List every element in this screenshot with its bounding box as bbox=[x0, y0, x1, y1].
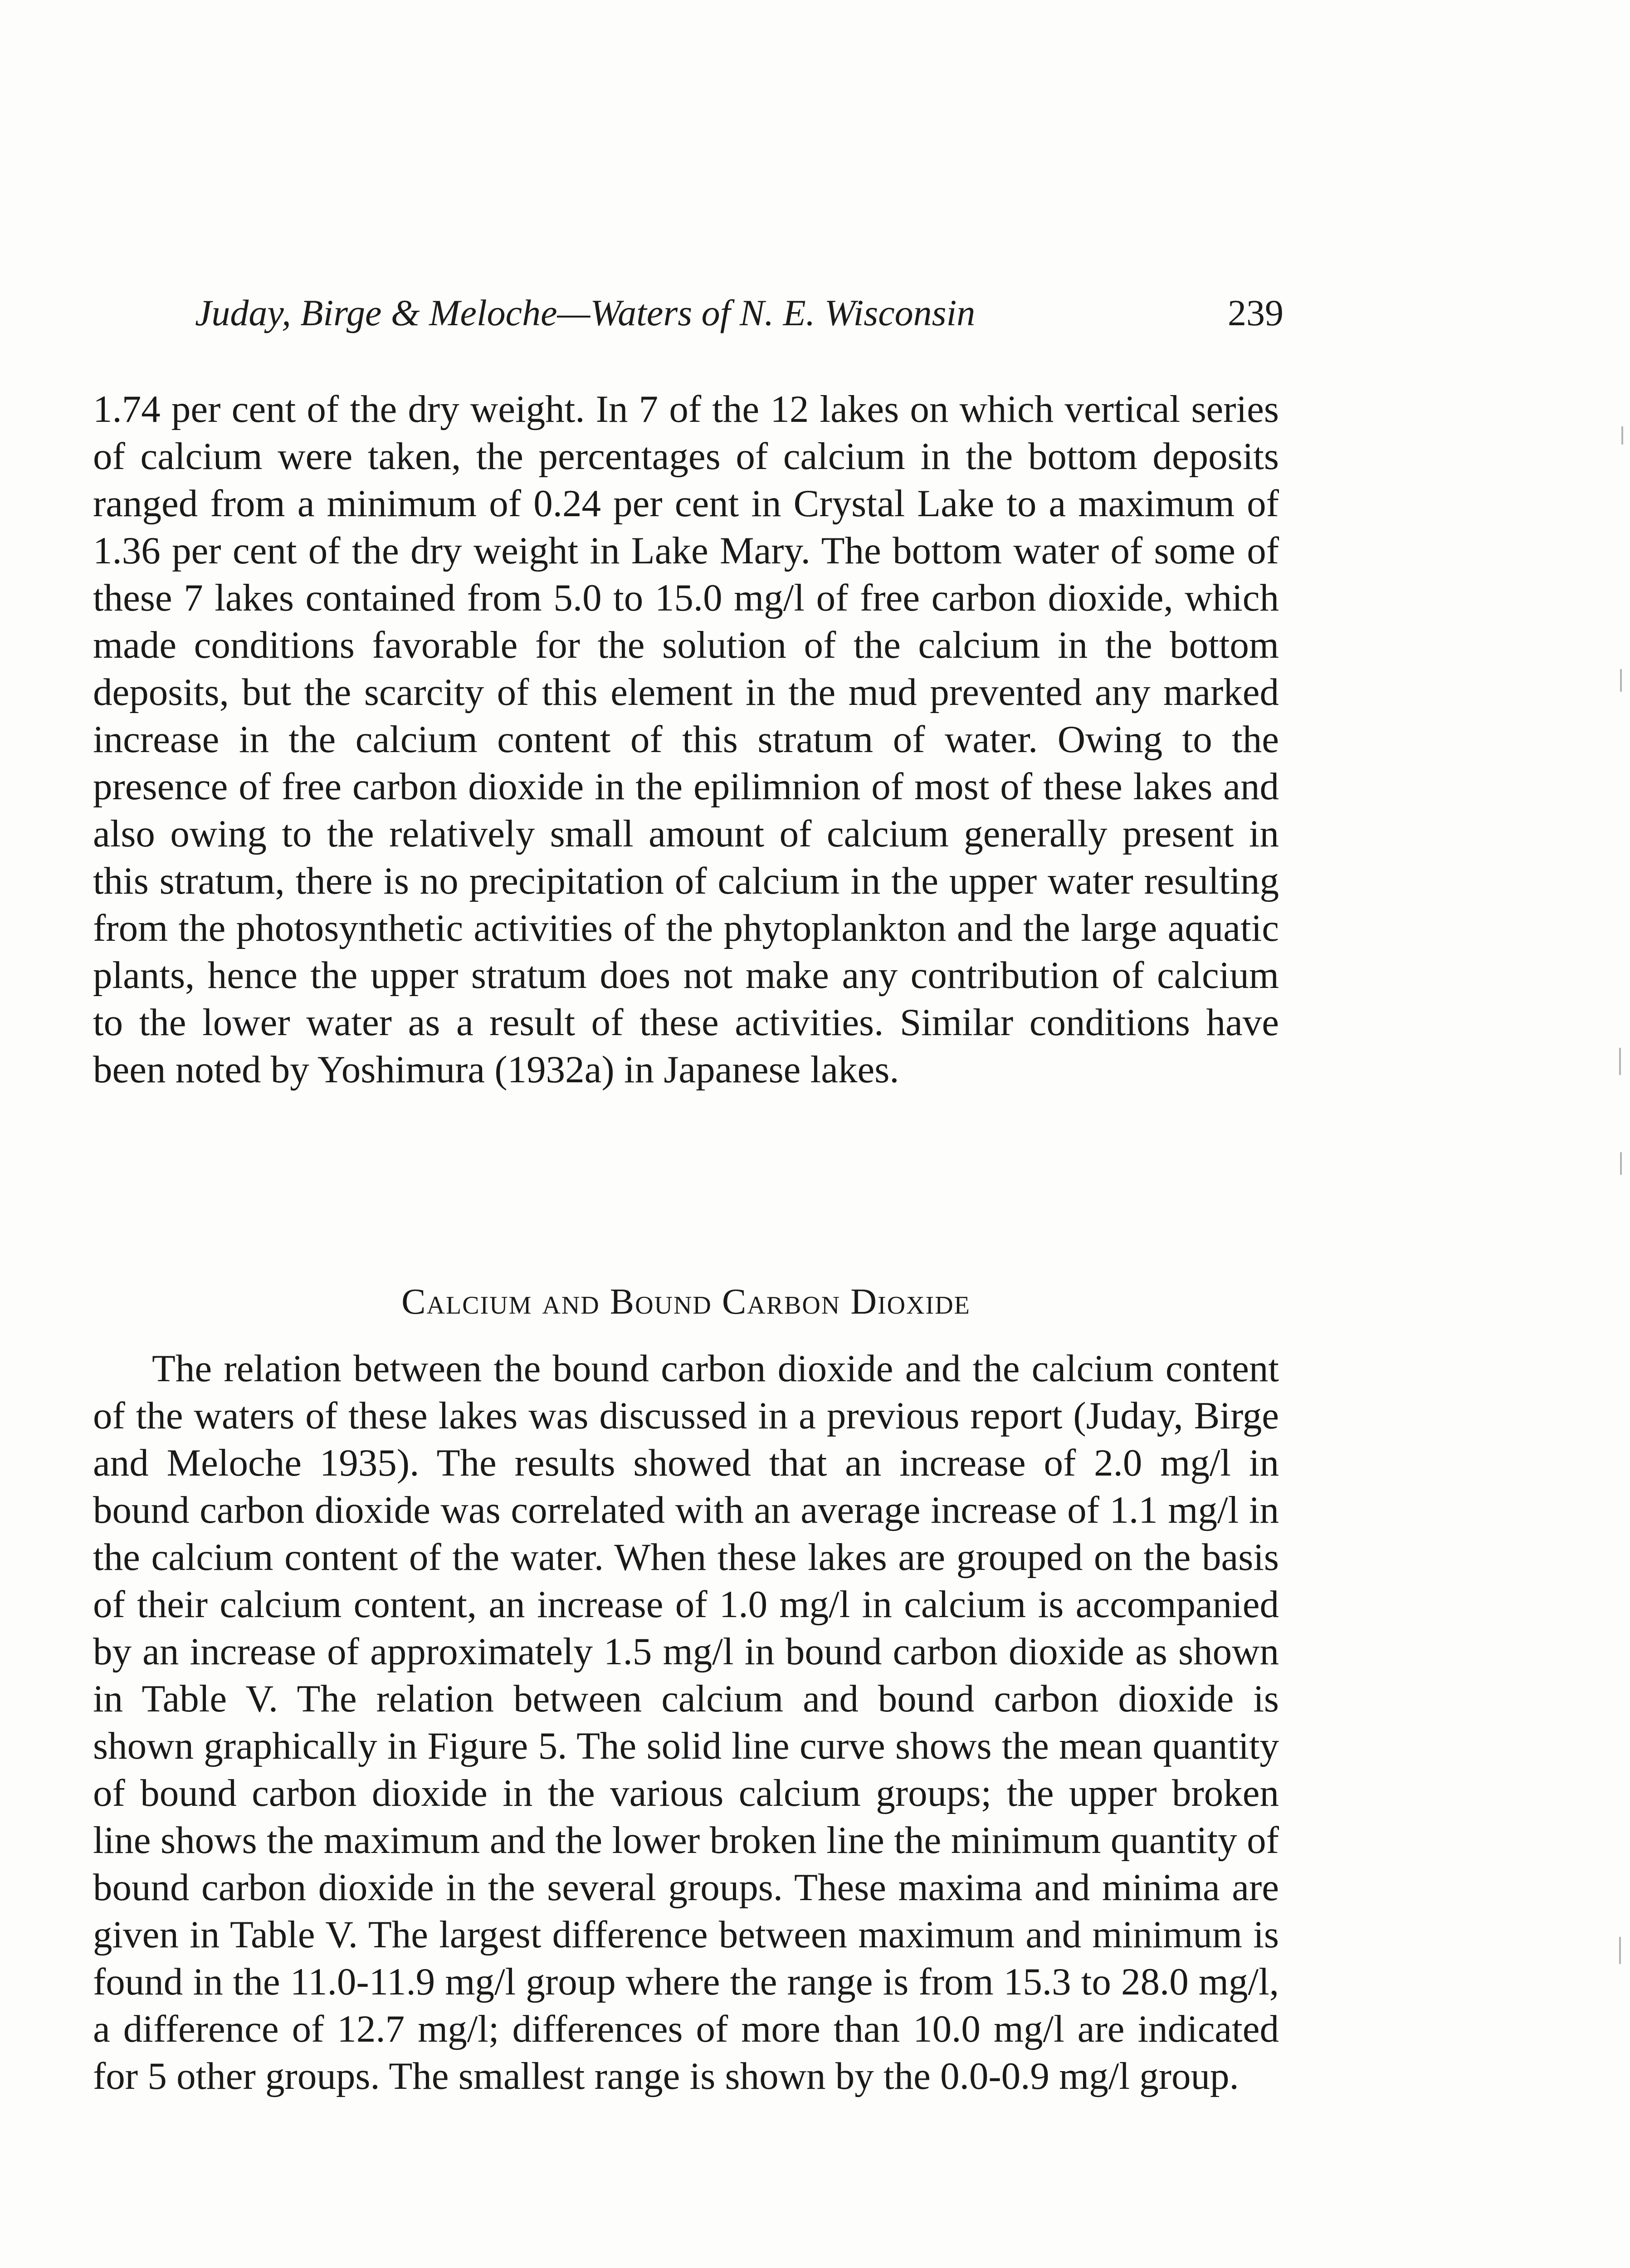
scan-mark bbox=[1619, 1937, 1621, 1964]
section-heading: Calcium and Bound Carbon Dioxide bbox=[401, 1282, 971, 1322]
scan-mark bbox=[1620, 669, 1622, 692]
section-paragraph: The relation between the bound carbon dioxide and the calcium content of the waters of these lakes was discussed in a previous report (Juday, Birge and Meloche 1935). The results showed that an increase of 2.0 mg/l in bound carbon dioxide was correlated with an average increase of 1.1 mg/l in the calcium content of the water. When these lakes are grouped on the basis of their calcium content, an increase of 1.0 mg/l in calcium is accompanied by an increase of approximately 1.5 mg/l in bound carbon dioxide as shown in Table V. The relation between calcium and bound carbon dioxide is shown graphically in Figure 5. The solid line curve shows the mean quantity of bound carbon dioxide in the various calcium groups; the upper broken line shows the maximum and the lower broken line the minimum quantity of bound carbon dioxide in the several groups. These maxima and minima are given in Table V. The largest difference between maximum and minimum is found in the 11.0-11.9 mg/l group where the range is from 15.3 to 28.0 mg/l, a difference of 12.7 mg/l; differences of more than 10.0 mg/l are indicated for 5 other groups. The smallest range is shown by the 0.0-0.9 mg/l group. bbox=[93, 1347, 1279, 2097]
scan-mark bbox=[1621, 426, 1623, 445]
scan-mark bbox=[1619, 1048, 1621, 1075]
scan-mark bbox=[1620, 1152, 1622, 1175]
paragraph: 1.74 per cent of the dry weight. In 7 of the 12 lakes on which vertical series of calcium were taken, the percentages of calcium in the bottom deposits ranged from a minimum of 0.24 per cent in Crystal Lake to a maximum of 1.36 per cent of the dry weight in Lake Mary. The bottom water of some of these 7 lakes contained from 5.0 to 15.0 mg/l of free carbon dioxide, which made conditions favorable for the solution of the calcium in the bottom deposits, but the scarcity of this element in the mud prevented any marked increase in the calcium content of this stratum of water. Owing to the presence of free carbon dioxide in the epilimnion of most of these lakes and also owing to the relatively small amount of calcium generally present in this stratum, there is no precipitation of calcium in the upper water resulting from the photosynthetic activities of the phytoplankton and the large aquatic plants, hence the upper stratum does not make any contribution of calcium to the lower water as a result of these activities. Similar conditions have been noted by Yoshimura (1932a) in Japanese lakes. bbox=[93, 388, 1279, 1091]
section-text-block bbox=[93, 1345, 1279, 2100]
page-number: 239 bbox=[1228, 292, 1284, 333]
running-head-title: Juday, Birge & Meloche—Waters of N. E. Wisconsin bbox=[195, 292, 976, 333]
body-text-block bbox=[93, 386, 1279, 1093]
